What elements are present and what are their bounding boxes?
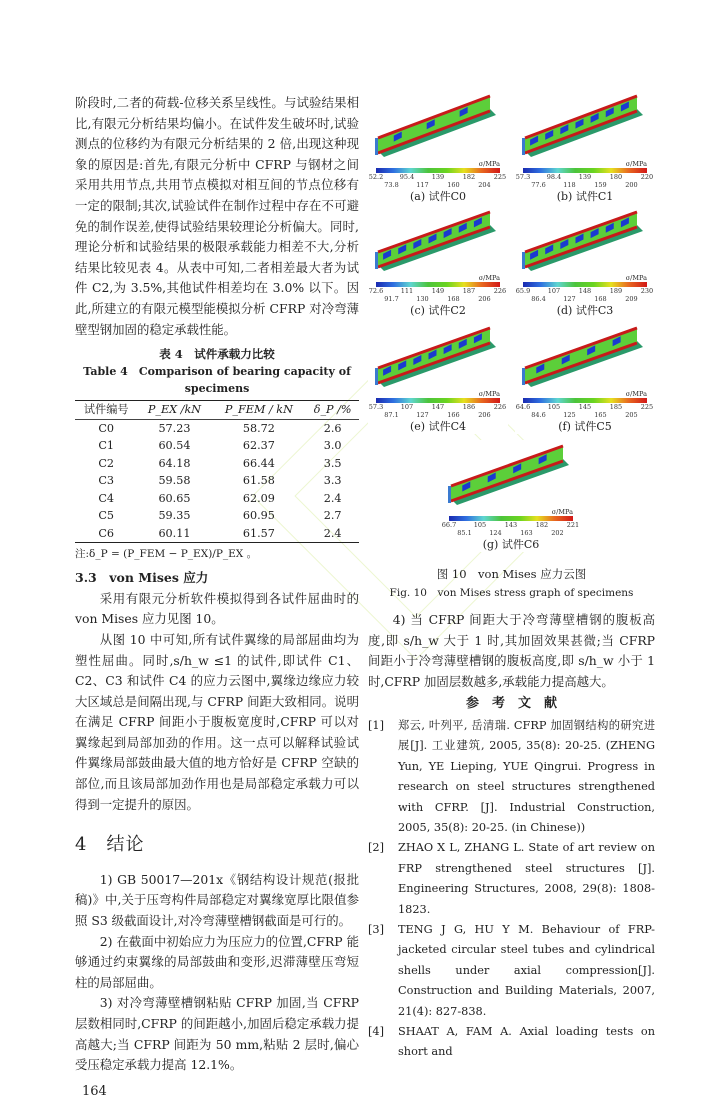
stress-contour-panel xyxy=(515,322,655,434)
colorbar-tick: 105 xyxy=(547,403,561,411)
colorbar-tick: 159 xyxy=(594,181,607,189)
colorbar-tick: 209 xyxy=(625,295,638,303)
col-header: P_EX /kN xyxy=(147,403,202,417)
table-cell: 2.7 xyxy=(323,509,342,523)
beam-stress-contour xyxy=(515,322,655,390)
colorbar-tick: 143 xyxy=(504,521,518,529)
reference-item xyxy=(368,716,655,838)
table-cell: C3 xyxy=(98,474,115,488)
colorbar-tick: 130 xyxy=(416,295,429,303)
colorbar-tick: 139 xyxy=(578,173,592,181)
reference-number: [2] xyxy=(368,841,385,855)
body-paragraph: 阶段时,二者的荷载-位移关系呈线性。与试验结果相比,有限元分析结果均偏小。在试件发生破坏时,试验测点的位移约为有限元分析结果的 2 倍,出现这种现象的原因是:首先,有限元分析中 CFRP 与钢材之间采用共用节点,共用节点模拟对相互间的节点位移有一定的限制;其次,试验试件在制作过程中存在不可避免的制作误差,使得试验结果较理论分析偏大。同时,理论分析和试验结果的极限承载能力相差不大,分析结果比较见表 4。从表中可知,二者相差最大者为试件 C2,为 3.5%,其他试件相差均在 3.0% 以下。因此,所建立的有限元模型能模拟分析 CFRP 对冷弯薄壁型钢加固的稳定承载性能。 xyxy=(75,95,359,337)
colorbar-tick: 226 xyxy=(493,287,507,295)
table-cell: 3.5 xyxy=(323,456,342,470)
colorbar-tick: 107 xyxy=(400,403,414,411)
colorbar-tick: 168 xyxy=(447,295,460,303)
colorbar-tick: 186 xyxy=(462,403,476,411)
colorbar-tick: 230 xyxy=(640,287,654,295)
table-cell: C5 xyxy=(98,509,115,523)
beam-stress-contour xyxy=(515,206,655,274)
reference-number: [4] xyxy=(368,1025,385,1039)
table-cell: 62.09 xyxy=(242,491,275,505)
colorbar-tick: 206 xyxy=(478,295,491,303)
colorbar-tick: 225 xyxy=(640,403,654,411)
table-row xyxy=(75,525,359,543)
reference-list xyxy=(368,716,655,1063)
stress-contour-panel xyxy=(515,90,655,204)
table-cell: 61.58 xyxy=(242,474,275,488)
table-cell: 2.6 xyxy=(323,421,342,435)
colorbar-tick: 72.6 xyxy=(368,287,384,295)
colorbar-tick: 139 xyxy=(431,173,445,181)
colorbar-tick: 87.1 xyxy=(384,411,399,419)
colorbar-tick: 95.4 xyxy=(399,173,415,181)
colorbar-unit: σ/MPa xyxy=(551,508,573,516)
reference-item xyxy=(368,1022,655,1063)
table-cell: 59.58 xyxy=(158,474,191,488)
colorbar-tick: 202 xyxy=(551,529,564,537)
colorbar-tick: 57.3 xyxy=(515,173,531,181)
beam-stress-contour xyxy=(368,206,508,274)
colorbar-tick: 166 xyxy=(447,411,460,419)
bearing-capacity-table xyxy=(75,400,359,543)
beam-stress-contour xyxy=(515,90,655,160)
table-title-en: Table 4 Comparison of bearing capacity of specimens xyxy=(83,365,351,396)
table-row xyxy=(75,419,359,437)
colorbar-tick: 125 xyxy=(563,411,576,419)
reference-number: [1] xyxy=(368,718,385,732)
reference-number: [3] xyxy=(368,923,385,937)
table-cell: 2.4 xyxy=(323,526,342,540)
colorbar-tick: 168 xyxy=(594,295,607,303)
colorbar-tick: 117 xyxy=(416,181,429,189)
panel-label: (e) 试件C4 xyxy=(409,420,466,433)
colorbar-tick: 180 xyxy=(609,173,623,181)
table-cell: 3.3 xyxy=(323,474,342,488)
colorbar-tick: 73.8 xyxy=(384,181,399,189)
references-title: 参 考 文 献 xyxy=(465,696,557,712)
colorbar-tick: 127 xyxy=(563,295,576,303)
table-row xyxy=(75,472,359,490)
colorbar-ticks xyxy=(368,403,507,420)
table-cell: C2 xyxy=(98,456,115,470)
table-cell: 3.0 xyxy=(323,439,342,453)
panel-label: (g) 试件C6 xyxy=(482,538,540,551)
reference-item xyxy=(368,920,655,1022)
colorbar-tick: 200 xyxy=(625,181,638,189)
colorbar-tick: 189 xyxy=(609,287,623,295)
reference-item xyxy=(368,838,655,920)
colorbar-tick: 182 xyxy=(535,521,549,529)
colorbar-unit: σ/MPa xyxy=(478,390,500,398)
figure-caption-en: Fig. 10 von Mises stress graph of specimens xyxy=(389,587,634,599)
table-cell: C0 xyxy=(98,421,115,435)
colorbar-unit: σ/MPa xyxy=(625,274,647,282)
stress-contour-panel xyxy=(368,206,508,318)
table-row xyxy=(75,455,359,473)
table-cell: C1 xyxy=(98,439,115,453)
colorbar-tick: 204 xyxy=(478,181,491,189)
colorbar-tick: 111 xyxy=(400,287,414,295)
colorbar-tick: 182 xyxy=(462,173,476,181)
conclusion-item: 2) 在截面中初始应力为压应力的位置,CFRP 能够通过约束翼缘的局部鼓曲和变形,迟滞薄壁压弯短柱的局部屈曲。 xyxy=(75,933,359,990)
colorbar-tick: 205 xyxy=(625,411,638,419)
table-cell: 57.23 xyxy=(158,421,191,435)
colorbar-tick: 124 xyxy=(489,529,502,537)
colorbar-tick: 107 xyxy=(547,287,561,295)
colorbar-tick: 148 xyxy=(578,287,592,295)
table-row xyxy=(75,490,359,508)
colorbar-tick: 226 xyxy=(493,403,507,411)
colorbar-tick: 221 xyxy=(566,521,580,529)
colorbar-unit: σ/MPa xyxy=(625,390,647,398)
colorbar-tick: 52.2 xyxy=(368,173,384,181)
conclusion-item: 3) 对冷弯薄壁槽钢粘贴 CFRP 加固,当 CFRP 层数相同时,CFRP 的间距越小,加固后稳定承载力提高越大;当 CFRP 间距为 50 mm,粘贴 2 层时,偏心受压稳定承载力提高 12.1%。 xyxy=(75,995,359,1073)
panel-label: (c) 试件C2 xyxy=(410,304,466,317)
table-cell: 60.65 xyxy=(158,491,191,505)
colorbar-ticks xyxy=(515,403,654,420)
colorbar-ticks xyxy=(368,287,507,304)
colorbar-tick: 163 xyxy=(520,529,533,537)
colorbar-tick: 57.3 xyxy=(368,403,384,411)
colorbar-tick: 86.4 xyxy=(531,295,546,303)
panel-label: (d) 试件C3 xyxy=(556,304,614,317)
stress-contour-panel xyxy=(515,206,655,318)
panel-label: (a) 试件C0 xyxy=(409,190,467,203)
table-cell: C4 xyxy=(98,491,115,505)
table-cell: 60.11 xyxy=(158,526,191,540)
page-number: 164 xyxy=(82,1083,107,1099)
colorbar-tick: 220 xyxy=(640,173,654,181)
colorbar-tick: 98.4 xyxy=(546,173,562,181)
colorbar-tick: 185 xyxy=(609,403,623,411)
colorbar-tick: 118 xyxy=(563,181,576,189)
colorbar-tick: 85.1 xyxy=(457,529,472,537)
reference-text: ZHAO X L, ZHANG L. State of art review on FRP strengthened steel structures [J]. Engineering Structures, 2008, 29(8): 1808-1823. xyxy=(398,841,655,916)
colorbar-tick: 149 xyxy=(431,287,445,295)
colorbar-tick: 64.6 xyxy=(515,403,531,411)
colorbar-tick: 160 xyxy=(447,181,460,189)
colorbar-tick: 105 xyxy=(473,521,487,529)
table-row xyxy=(75,507,359,525)
figure-caption-cn: 图 10 von Mises 应力云图 xyxy=(436,567,587,581)
stress-contour-panel xyxy=(368,322,508,434)
col-header: 试件编号 xyxy=(83,403,129,417)
colorbar-tick: 77.6 xyxy=(531,181,546,189)
table-cell: 62.37 xyxy=(242,439,275,453)
colorbar-unit: σ/MPa xyxy=(625,160,647,168)
colorbar-ticks xyxy=(515,173,654,190)
colorbar-tick: 66.7 xyxy=(441,521,457,529)
beam-stress-contour xyxy=(441,440,581,508)
table-cell: 59.35 xyxy=(158,509,191,523)
table-cell: 66.44 xyxy=(242,456,275,470)
colorbar-tick: 91.7 xyxy=(384,295,399,303)
body-paragraph: 采用有限元分析软件模拟得到各试件屈曲时的 von Mises 应力见图 10。 xyxy=(75,590,359,627)
table-cell: 2.4 xyxy=(323,491,342,505)
colorbar-unit: σ/MPa xyxy=(478,160,500,168)
beam-stress-contour xyxy=(368,322,508,390)
colorbar-tick: 147 xyxy=(431,403,445,411)
col-header: P_FEM / kN xyxy=(224,403,293,417)
conclusion-item: 4) 当 CFRP 间距大于冷弯薄壁槽钢的腹板高度,即 s/h_w 大于 1 时,其加固效果甚微;当 CFRP 间距小于冷弯薄壁槽钢的腹板高度,即 s/h_w 小于 1 时,CFRP 加固层数越多,承载能力提高越大。 xyxy=(368,612,655,689)
table-cell: C6 xyxy=(98,526,115,540)
colorbar-tick: 206 xyxy=(478,411,491,419)
colorbar-ticks xyxy=(441,521,580,538)
table-cell: 60.95 xyxy=(242,509,275,523)
right-column xyxy=(368,610,655,1063)
colorbar-ticks xyxy=(515,287,654,304)
colorbar-tick: 165 xyxy=(594,411,607,419)
colorbar-tick: 65.9 xyxy=(515,287,531,295)
left-column xyxy=(75,93,359,1102)
panel-label: (b) 试件C1 xyxy=(556,190,614,203)
stress-contour-panel xyxy=(441,440,581,552)
table-cell: 61.57 xyxy=(242,526,275,540)
colorbar-ticks xyxy=(368,173,507,190)
body-paragraph: 从图 10 中可知,所有试件翼缘的局部屈曲均为塑性屈曲。同时,s/h_w ≤1 的试件,即试件 C1、C2、C3 和试件 C4 的应力云图中,翼缘边缘应力较大区域总是间隔出现,与 CFRP 间距大致相同。说明在满足 CFRP 间距小于腹板宽度时,CFRP 可以对翼缘起到局部加劲的作用。这一点可以解释试验试件翼缘局部鼓曲最大值的地方恰好是 CFRP 空缺的部位,而且该局部加劲作用也是局部稳定承载力可以得到一定提升的原因。 xyxy=(75,631,359,812)
colorbar-tick: 84.6 xyxy=(531,411,546,419)
table-note: 注:δ_P = (P_FEM − P_EX)/P_EX 。 xyxy=(75,548,258,561)
col-header: δ_P /% xyxy=(313,403,352,417)
reference-text: TENG J G, HU Y M. Behaviour of FRP-jacketed circular steel tubes and cylindrical shells under axial compression[J]. Construction and Building Materials, 2007, 21(4): 827-838. xyxy=(398,923,655,1018)
colorbar-tick: 145 xyxy=(578,403,592,411)
conclusion-item: 1) GB 50017—201x《钢结构设计规范(报批稿)》中,关于压弯构件局部稳定对翼缘宽厚比限值参照 S3 级截面设计,对冷弯薄壁槽钢截面是可行的。 xyxy=(75,871,359,929)
stress-contour-panel xyxy=(368,90,508,204)
beam-stress-contour xyxy=(368,90,508,160)
table-cell: 64.18 xyxy=(158,456,191,470)
reference-text: 郑云, 叶列平, 岳清瑞. CFRP 加固钢结构的研究进展[J]. 工业建筑, 2005, 35(8): 20-25. (ZHENG Yun, YE Lieping, YUE Qingrui. Progress in research on steel structures strengthened with CFRP. [J]. Industrial Construction, 2005, 35(8): 20-25. (in Chinese)) xyxy=(398,718,655,834)
reference-text: SHAAT A, FAM A. Axial loading tests on short and xyxy=(398,1025,655,1059)
colorbar-tick: 187 xyxy=(462,287,476,295)
section-heading-4: 4 结论 xyxy=(75,834,145,856)
table-cell: 60.54 xyxy=(158,439,191,453)
colorbar-tick: 127 xyxy=(416,411,429,419)
table-title-cn: 表 4 试件承载力比较 xyxy=(159,347,275,362)
table-cell: 58.72 xyxy=(242,421,275,435)
panel-label: (f) 试件C5 xyxy=(558,420,612,433)
table-4 xyxy=(75,346,359,563)
section-heading-3-3: 3.3 von Mises 应力 xyxy=(75,570,209,586)
colorbar-unit: σ/MPa xyxy=(478,274,500,282)
colorbar-tick: 225 xyxy=(493,173,507,181)
table-row xyxy=(75,437,359,455)
